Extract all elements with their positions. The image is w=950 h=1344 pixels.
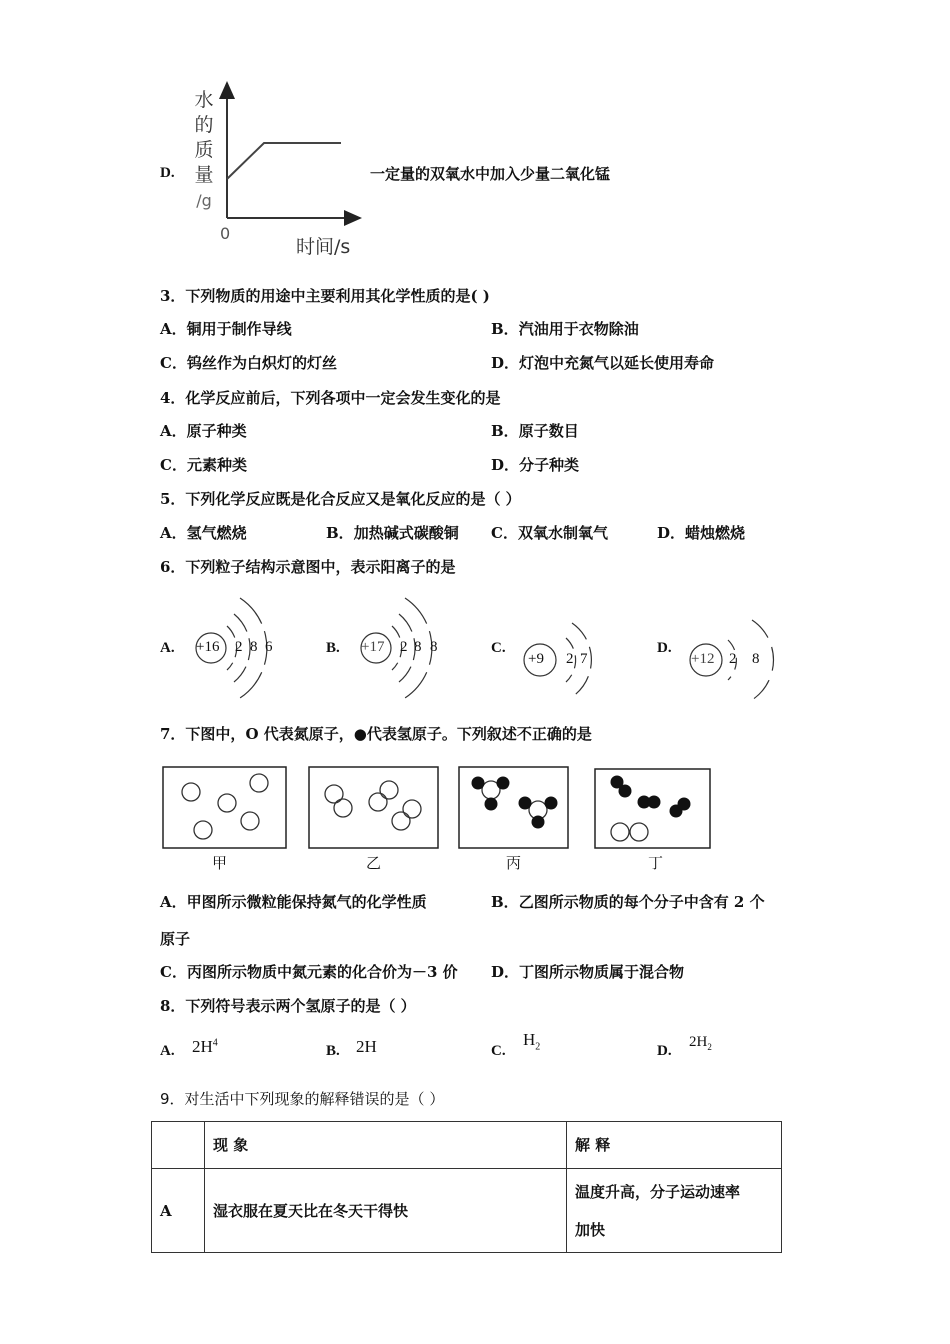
figure-jia-box bbox=[162, 766, 288, 850]
table-header-cell bbox=[152, 1122, 205, 1169]
option-c[interactable]: C．元素种类 bbox=[160, 456, 247, 474]
option-d[interactable]: D．分子种类 bbox=[491, 456, 580, 474]
shell-electrons: 8 bbox=[752, 651, 760, 667]
option-b[interactable]: B．原子数目 bbox=[491, 422, 579, 440]
option-b-label[interactable]: B. bbox=[326, 1043, 340, 1059]
option-b[interactable]: B．加热碱式碳酸铜 bbox=[326, 524, 459, 542]
figure-caption: 丙 bbox=[506, 854, 522, 872]
question-8-stem: 8．下列符号表示两个氢原子的是（ ） bbox=[160, 997, 416, 1015]
origin-label: 0 bbox=[220, 224, 231, 243]
table-header-row bbox=[152, 1122, 782, 1169]
option-a[interactable]: A．氢气燃烧 bbox=[160, 524, 247, 542]
question-6-stem: 6．下列粒子结构示意图中，表示阳离子的是 bbox=[160, 558, 456, 576]
shell-electrons: 8 bbox=[250, 639, 258, 655]
figure-ding-box bbox=[594, 768, 712, 850]
option-d[interactable]: D．丁图所示物质属于混合物 bbox=[491, 963, 685, 981]
option-a-label[interactable]: A. bbox=[160, 640, 175, 656]
chemical-symbol: 2H bbox=[356, 1037, 377, 1056]
shell-electrons: 6 bbox=[265, 639, 273, 655]
option-text: 一定量的双氧水中加入少量二氧化锰 bbox=[370, 165, 611, 183]
option-d[interactable]: D．灯泡中充氮气以延长使用寿命 bbox=[491, 354, 715, 372]
nucleus-charge: +12 bbox=[691, 651, 715, 667]
chemical-symbol: $H_2$ bbox=[523, 1030, 541, 1053]
option-d-label[interactable]: D. bbox=[657, 1043, 672, 1059]
option-b-label[interactable]: B. bbox=[326, 640, 340, 656]
option-d-label[interactable]: D. bbox=[657, 640, 672, 656]
row-explanation: 温度升高，分子运动速率 加快 bbox=[567, 1169, 782, 1253]
question-5-stem: 5．下列化学反应既是化合反应又是氧化反应的是（ ） bbox=[160, 490, 521, 508]
table-header-cell: 解 释 bbox=[567, 1122, 782, 1169]
option-d[interactable]: D．蜡烛燃烧 bbox=[657, 524, 746, 542]
chemical-symbol: $2H_2$ bbox=[689, 1034, 712, 1052]
figure-bing-box bbox=[458, 766, 570, 850]
table-row bbox=[152, 1169, 782, 1253]
shell-electrons: 2 bbox=[729, 651, 737, 667]
nucleus-charge: +16 bbox=[196, 639, 220, 655]
figure-caption: 乙 bbox=[366, 854, 382, 872]
question-9-stem: 9．对生活中下列现象的解释错误的是（ ） bbox=[160, 1090, 445, 1108]
shell-electrons: 8 bbox=[414, 639, 422, 655]
y-axis-label: 水 的 质 量 /g bbox=[194, 89, 214, 210]
figure-caption: 甲 bbox=[212, 854, 228, 872]
data-line bbox=[227, 143, 341, 179]
chemical-symbol: $2H^4$ bbox=[192, 1037, 218, 1056]
option-a[interactable]: A．原子种类 bbox=[160, 422, 247, 440]
nucleus-charge: +9 bbox=[528, 651, 544, 667]
option-label: D. bbox=[160, 165, 175, 181]
option-b[interactable]: B．汽油用于衣物除油 bbox=[491, 320, 639, 338]
row-phenomenon: 湿衣服在夏天比在冬天干得快 bbox=[205, 1169, 567, 1253]
option-b-continued: 原子 bbox=[160, 930, 191, 948]
option-a[interactable]: A．铜用于制作导线 bbox=[160, 320, 292, 338]
option-b[interactable]: B．乙图所示物质的每个分子中含有 2 个 bbox=[491, 893, 765, 911]
shell-electrons: 2 bbox=[400, 639, 408, 655]
shell-electrons: 7 bbox=[580, 651, 588, 667]
explanation-table bbox=[151, 1121, 782, 1253]
table-header-cell: 现 象 bbox=[205, 1122, 567, 1169]
shell-electrons: 2 bbox=[235, 639, 243, 655]
figure-caption: 丁 bbox=[648, 854, 664, 872]
row-key: A bbox=[152, 1169, 205, 1253]
option-c[interactable]: C．丙图所示物质中氮元素的化合价为－3 价 bbox=[160, 963, 458, 981]
question-3-stem: 3．下列物质的用途中主要利用其化学性质的是( ) bbox=[160, 287, 490, 305]
figure-yi-box bbox=[308, 766, 440, 850]
nucleus-charge: +17 bbox=[361, 639, 385, 655]
question-7-stem: 7．下图中，O 代表氮原子，●代表氢原子。下列叙述不正确的是 bbox=[160, 725, 592, 743]
question-4-stem: 4．化学反应前后，下列各项中一定会发生变化的是 bbox=[160, 389, 501, 407]
option-a-label[interactable]: A. bbox=[160, 1043, 175, 1059]
option-c[interactable]: C．钨丝作为白炽灯的灯丝 bbox=[160, 354, 337, 372]
option-c[interactable]: C．双氧水制氧气 bbox=[491, 524, 608, 542]
shell-electrons: 8 bbox=[430, 639, 438, 655]
x-axis-label: 时间/s bbox=[296, 236, 351, 258]
option-c-label[interactable]: C. bbox=[491, 1043, 506, 1059]
option-a[interactable]: A．甲图所示微粒能保持氮气的化学性质 bbox=[160, 893, 427, 911]
shell-electrons: 2 bbox=[566, 651, 574, 667]
option-c-label[interactable]: C. bbox=[491, 640, 506, 656]
